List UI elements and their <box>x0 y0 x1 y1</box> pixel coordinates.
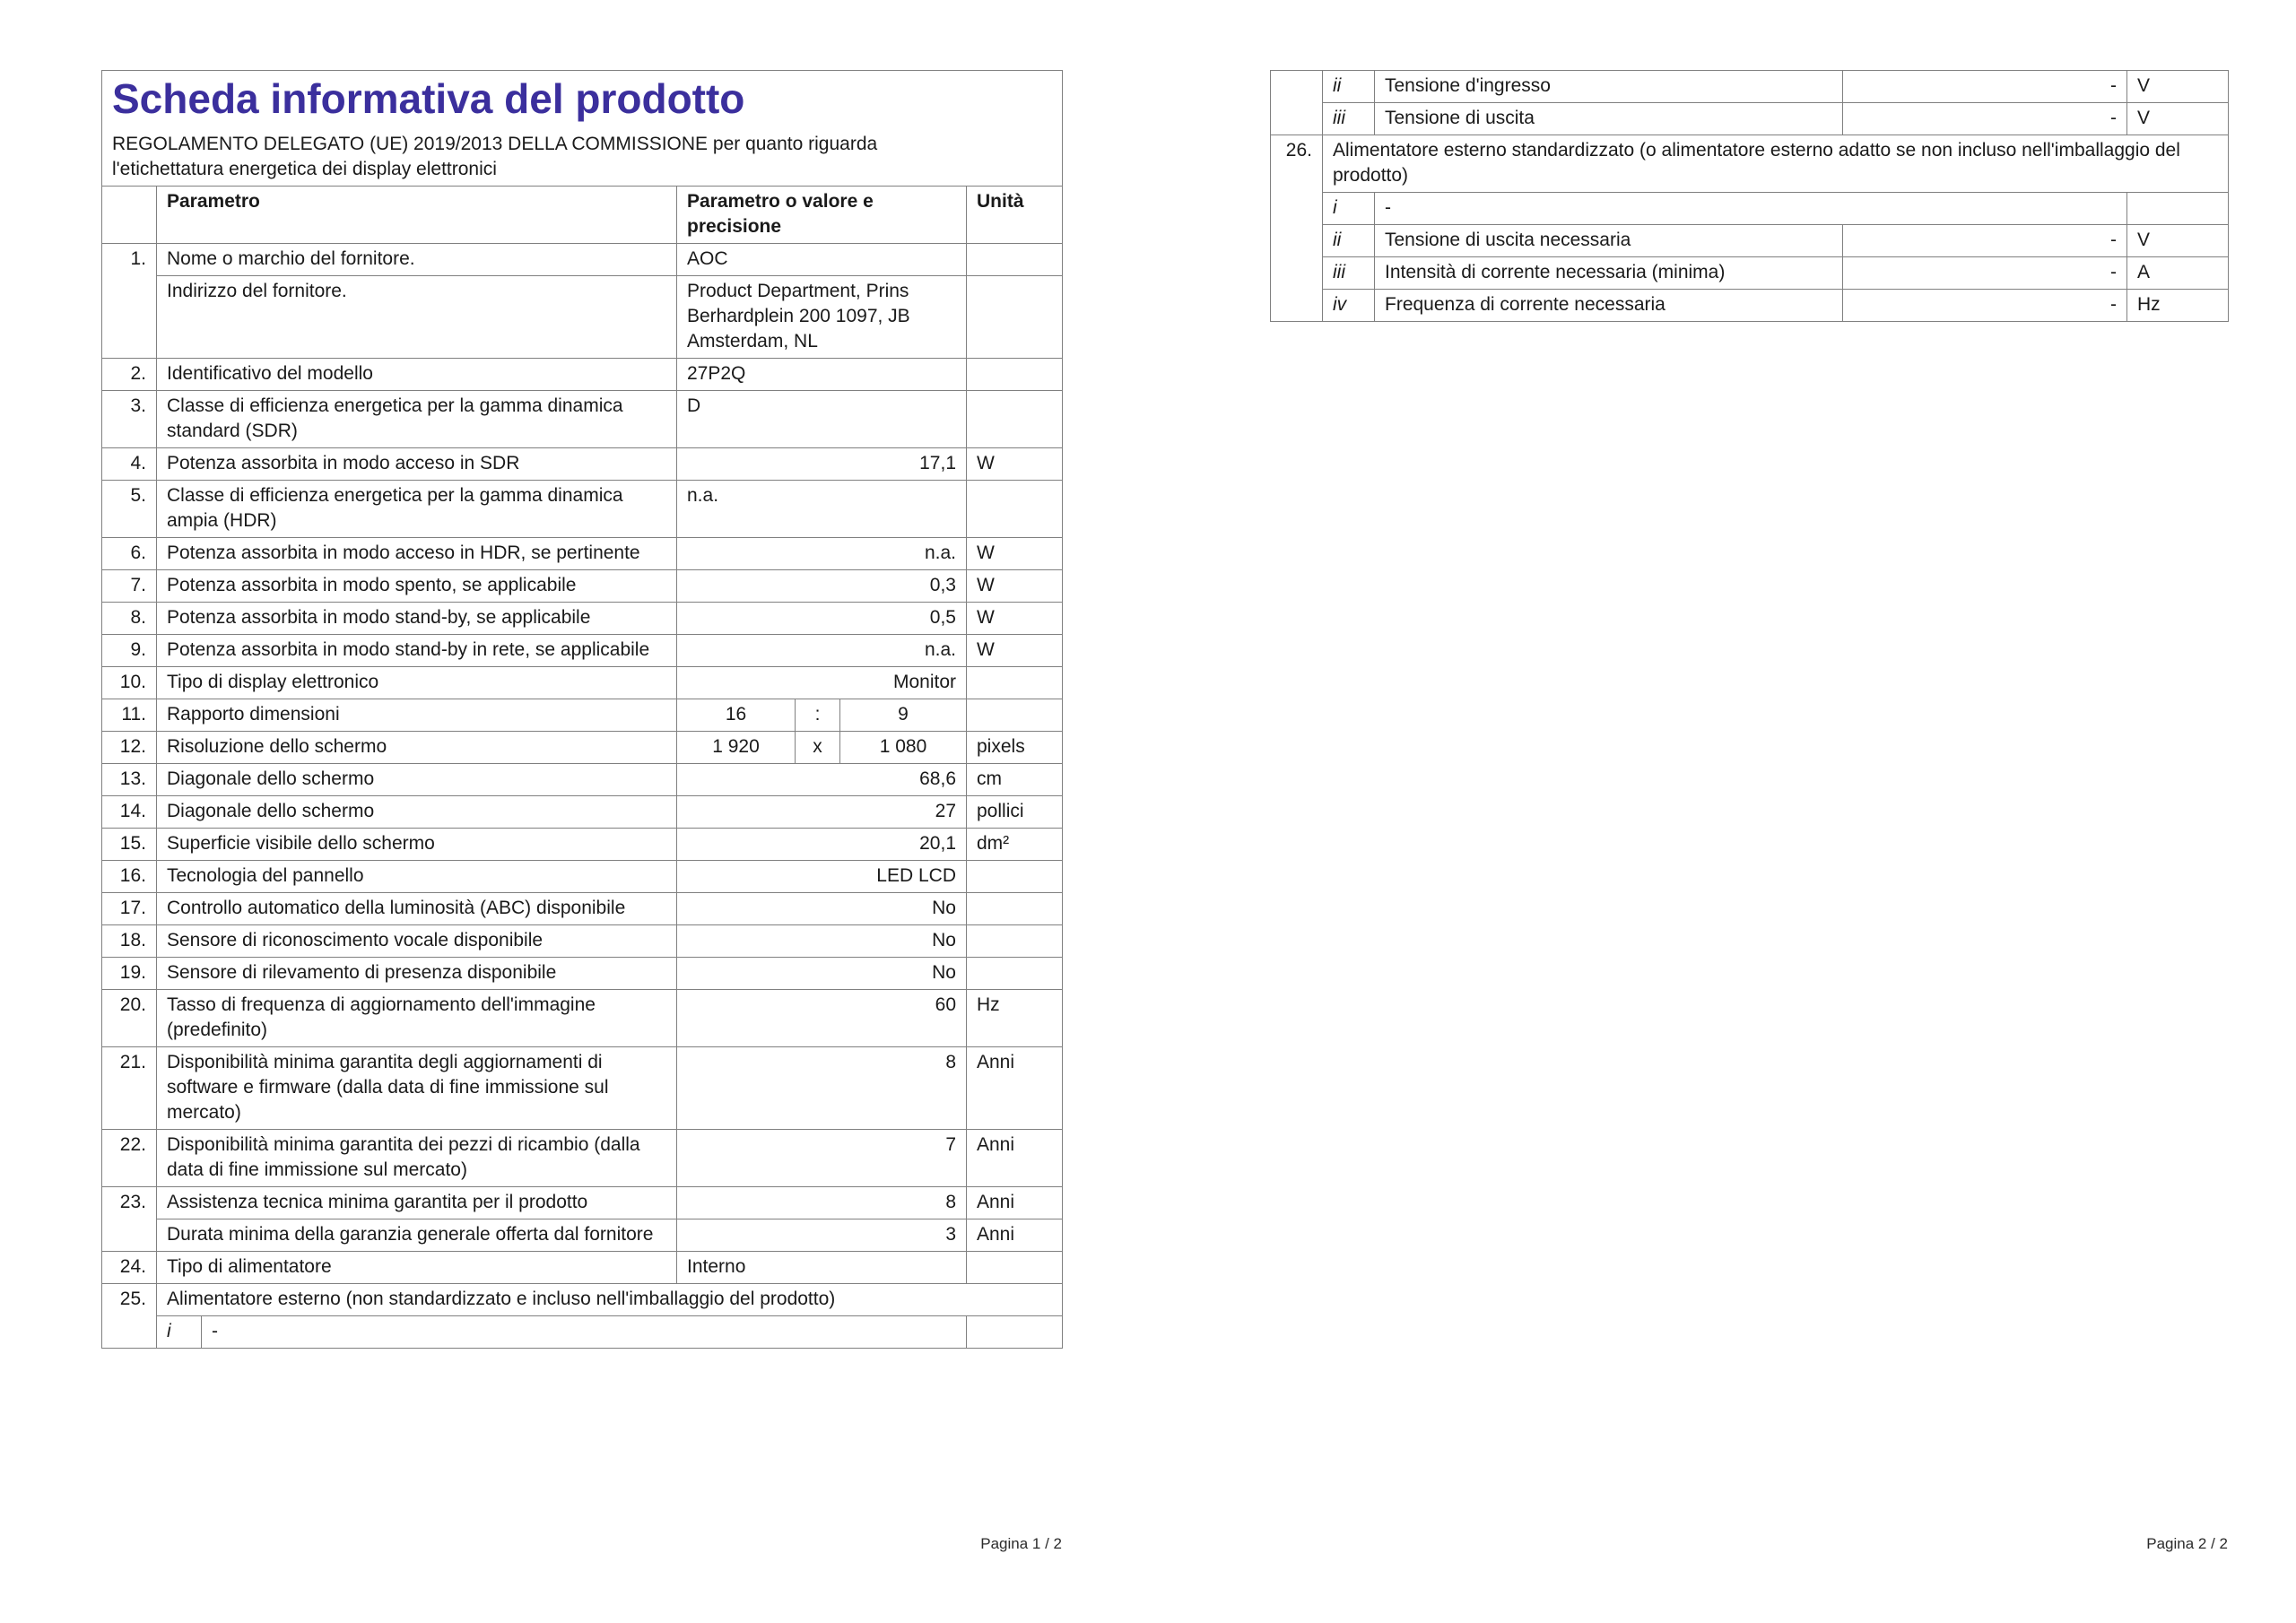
parameter-name-cell: Potenza assorbita in modo spento, se applicabile <box>157 570 677 603</box>
title-cell <box>102 71 1063 187</box>
item-number-cell: 8. <box>102 603 157 635</box>
item-number-cell: 25. <box>102 1284 157 1349</box>
item-number-cell: 1. <box>102 244 157 359</box>
parameter-name-cell: Diagonale dello schermo <box>157 764 677 796</box>
parameter-value-cell: 0,3 <box>677 570 967 603</box>
header-number-cell <box>102 187 157 244</box>
item-number-cell <box>1271 71 1323 135</box>
table-row <box>102 448 1063 481</box>
unit-cell <box>967 861 1063 893</box>
table-row <box>102 699 1063 732</box>
table-row <box>102 1316 1063 1349</box>
parameter-name-cell: Tasso di frequenza di aggiornamento dell'immagine (predefinito) <box>157 990 677 1047</box>
table-row <box>102 538 1063 570</box>
unit-cell: A <box>2127 257 2229 290</box>
unit-cell: W <box>967 538 1063 570</box>
item-number-cell: 17. <box>102 893 157 925</box>
parameter-value-cell: n.a. <box>677 538 967 570</box>
resolution-height-cell: 1 080 <box>840 732 967 764</box>
parameter-value-cell: 27P2Q <box>677 359 967 391</box>
table-row <box>102 1047 1063 1130</box>
page-2 <box>1270 70 2228 1576</box>
item-number-cell: 10. <box>102 667 157 699</box>
parameter-name-cell: Sensore di rilevamento di presenza disponibile <box>157 958 677 990</box>
page-number: Pagina 2 / 2 <box>2146 1535 2228 1552</box>
parameter-value-cell: No <box>677 893 967 925</box>
sub-item-number-cell: ii <box>1323 71 1375 103</box>
parameter-name-cell: Controllo automatico della luminosità (ABC) disponibile <box>157 893 677 925</box>
unit-cell: W <box>967 603 1063 635</box>
parameter-name-cell: Nome o marchio del fornitore. <box>157 244 677 276</box>
unit-cell: Anni <box>967 1187 1063 1219</box>
parameter-value-cell: - <box>1843 103 2127 135</box>
unit-cell: Hz <box>967 990 1063 1047</box>
item-number-cell: 21. <box>102 1047 157 1130</box>
sub-item-number-cell: i <box>157 1316 202 1349</box>
table-row <box>102 1284 1063 1316</box>
resolution-width-cell: 1 920 <box>677 732 796 764</box>
parameter-name-cell: Disponibilità minima garantita degli aggiornamenti di software e firmware (dalla data di fine immissione sul mercato) <box>157 1047 677 1130</box>
unit-cell: Anni <box>967 1130 1063 1187</box>
item-number-cell: 13. <box>102 764 157 796</box>
title-row <box>102 71 1063 187</box>
unit-cell <box>967 359 1063 391</box>
table-row <box>102 1252 1063 1284</box>
item-number-cell: 5. <box>102 481 157 538</box>
regulation-subtitle: REGOLAMENTO DELEGATO (UE) 2019/2013 DELLA COMMISSIONE per quanto riguarda l'etichettatura energetica dei display elettronici <box>112 134 878 179</box>
parameter-name-cell: Durata minima della garanzia generale offerta dal fornitore <box>157 1219 677 1252</box>
parameter-value-cell: - <box>1843 290 2127 322</box>
unit-cell <box>967 1252 1063 1284</box>
parameter-name-cell: Risoluzione dello schermo <box>157 732 677 764</box>
parameter-name-cell: Potenza assorbita in modo acceso in SDR <box>157 448 677 481</box>
unit-cell: V <box>2127 71 2229 103</box>
parameter-name-cell: Tensione di uscita <box>1375 103 1843 135</box>
item-number-cell: 22. <box>102 1130 157 1187</box>
parameter-name-cell: Potenza assorbita in modo stand-by in rete, se applicabile <box>157 635 677 667</box>
item-number-cell: 18. <box>102 925 157 958</box>
table-row <box>102 925 1063 958</box>
table-row <box>102 764 1063 796</box>
parameter-name-cell: Disponibilità minima garantita dei pezzi di ricambio (dalla data di fine immissione sul mercato) <box>157 1130 677 1187</box>
table-row <box>102 244 1063 276</box>
table-row <box>102 1187 1063 1219</box>
sub-item-number-cell: i <box>1323 193 1375 225</box>
table-row <box>1271 103 2229 135</box>
parameter-value-cell: - <box>1843 225 2127 257</box>
table-row <box>1271 193 2229 225</box>
table-row <box>1271 71 2229 103</box>
item-number-cell: 26. <box>1271 135 1323 322</box>
item-number-cell: 12. <box>102 732 157 764</box>
page-1 <box>101 70 1062 1576</box>
unit-cell: W <box>967 570 1063 603</box>
unit-cell: Anni <box>967 1219 1063 1252</box>
table-row <box>102 796 1063 829</box>
parameter-name-cell: Tecnologia del pannello <box>157 861 677 893</box>
section-title-cell: Alimentatore esterno (non standardizzato e incluso nell'imballaggio del prodotto) <box>157 1284 1063 1316</box>
aspect-ratio-width-cell: 16 <box>677 699 796 732</box>
table-row <box>102 1219 1063 1252</box>
parameter-name-cell: Potenza assorbita in modo stand-by, se applicabile <box>157 603 677 635</box>
unit-cell <box>967 699 1063 732</box>
table-row <box>1271 257 2229 290</box>
parameter-value-cell: 7 <box>677 1130 967 1187</box>
parameter-value-cell: 8 <box>677 1187 967 1219</box>
unit-cell <box>967 276 1063 359</box>
parameter-name-cell: Indirizzo del fornitore. <box>157 276 677 359</box>
unit-cell: dm² <box>967 829 1063 861</box>
item-number-cell: 20. <box>102 990 157 1047</box>
unit-cell: V <box>2127 103 2229 135</box>
table-row <box>102 391 1063 448</box>
parameter-value-cell: 60 <box>677 990 967 1047</box>
parameter-name-cell: Classe di efficienza energetica per la gamma dinamica standard (SDR) <box>157 391 677 448</box>
parameter-value-cell: - <box>1843 71 2127 103</box>
aspect-ratio-separator-cell: : <box>796 699 840 732</box>
table-row <box>102 990 1063 1047</box>
item-number-cell: 4. <box>102 448 157 481</box>
table-row <box>102 958 1063 990</box>
unit-cell: W <box>967 635 1063 667</box>
parameter-value-cell: 20,1 <box>677 829 967 861</box>
parameter-value-cell: 17,1 <box>677 448 967 481</box>
unit-cell <box>2127 193 2229 225</box>
table-row <box>1271 290 2229 322</box>
table-row <box>102 732 1063 764</box>
parameter-value-cell: D <box>677 391 967 448</box>
unit-cell <box>967 244 1063 276</box>
parameter-value-cell: 3 <box>677 1219 967 1252</box>
parameter-value-cell: 0,5 <box>677 603 967 635</box>
table-row <box>102 1130 1063 1187</box>
header-unit-cell: Unità <box>967 187 1063 244</box>
parameter-value-cell: No <box>677 925 967 958</box>
parameter-name-cell: Tensione di uscita necessaria <box>1375 225 1843 257</box>
product-fiche-table-page2 <box>1270 70 2229 322</box>
sub-item-number-cell: iv <box>1323 290 1375 322</box>
sub-item-number-cell: ii <box>1323 225 1375 257</box>
item-number-cell: 9. <box>102 635 157 667</box>
table-row <box>102 667 1063 699</box>
parameter-name-cell: Assistenza tecnica minima garantita per il prodotto <box>157 1187 677 1219</box>
parameter-name-cell: Intensità di corrente necessaria (minima) <box>1375 257 1843 290</box>
parameter-value-cell: - <box>202 1316 967 1349</box>
parameter-value-cell: Product Department, Prins Berhardplein 200 1097, JB Amsterdam, NL <box>677 276 967 359</box>
page-number: Pagina 1 / 2 <box>980 1535 1062 1552</box>
parameter-value-cell: AOC <box>677 244 967 276</box>
parameter-value-cell: n.a. <box>677 481 967 538</box>
parameter-name-cell: Identificativo del modello <box>157 359 677 391</box>
parameter-name-cell: Tensione d'ingresso <box>1375 71 1843 103</box>
unit-cell: V <box>2127 225 2229 257</box>
section-title-cell: Alimentatore esterno standardizzato (o alimentatore esterno adatto se non incluso nell'imballaggio del prodotto) <box>1323 135 2229 193</box>
item-number-cell: 6. <box>102 538 157 570</box>
unit-cell: Anni <box>967 1047 1063 1130</box>
table-header-row <box>102 187 1063 244</box>
sub-item-number-cell: iii <box>1323 103 1375 135</box>
table-row <box>102 829 1063 861</box>
unit-cell: pollici <box>967 796 1063 829</box>
item-number-cell: 24. <box>102 1252 157 1284</box>
unit-cell <box>967 893 1063 925</box>
table-row <box>102 570 1063 603</box>
parameter-name-cell: Frequenza di corrente necessaria <box>1375 290 1843 322</box>
parameter-name-cell: Classe di efficienza energetica per la gamma dinamica ampia (HDR) <box>157 481 677 538</box>
table-row <box>102 481 1063 538</box>
unit-cell: Hz <box>2127 290 2229 322</box>
parameter-name-cell: Tipo di alimentatore <box>157 1252 677 1284</box>
parameter-value-cell: No <box>677 958 967 990</box>
parameter-name-cell: Tipo di display elettronico <box>157 667 677 699</box>
table-row <box>1271 135 2229 193</box>
parameter-value-cell: 68,6 <box>677 764 967 796</box>
table-row <box>102 276 1063 359</box>
item-number-cell: 11. <box>102 699 157 732</box>
parameter-name-cell: Diagonale dello schermo <box>157 796 677 829</box>
document-title: Scheda informativa del prodotto <box>112 75 745 122</box>
table-row <box>102 359 1063 391</box>
table-row <box>102 603 1063 635</box>
header-parametro-cell: Parametro <box>157 187 677 244</box>
table-row <box>102 635 1063 667</box>
unit-cell <box>967 958 1063 990</box>
parameter-value-cell: - <box>1843 257 2127 290</box>
parameter-name-cell: Rapporto dimensioni <box>157 699 677 732</box>
unit-cell: cm <box>967 764 1063 796</box>
unit-cell: pixels <box>967 732 1063 764</box>
item-number-cell: 19. <box>102 958 157 990</box>
product-fiche-table-page1 <box>101 70 1063 1349</box>
parameter-name-cell: Superficie visibile dello schermo <box>157 829 677 861</box>
item-number-cell: 2. <box>102 359 157 391</box>
parameter-name-cell: Potenza assorbita in modo acceso in HDR, se pertinente <box>157 538 677 570</box>
table-row <box>1271 225 2229 257</box>
item-number-cell: 16. <box>102 861 157 893</box>
item-number-cell: 3. <box>102 391 157 448</box>
item-number-cell: 15. <box>102 829 157 861</box>
unit-cell <box>967 667 1063 699</box>
unit-cell <box>967 481 1063 538</box>
unit-cell <box>967 925 1063 958</box>
aspect-ratio-height-cell: 9 <box>840 699 967 732</box>
parameter-value-cell: - <box>1375 193 2127 225</box>
item-number-cell: 23. <box>102 1187 157 1252</box>
parameter-value-cell: 8 <box>677 1047 967 1130</box>
sub-item-number-cell: iii <box>1323 257 1375 290</box>
item-number-cell: 14. <box>102 796 157 829</box>
parameter-value-cell: n.a. <box>677 635 967 667</box>
item-number-cell: 7. <box>102 570 157 603</box>
unit-cell: W <box>967 448 1063 481</box>
table-row <box>102 893 1063 925</box>
resolution-separator-cell: x <box>796 732 840 764</box>
parameter-value-cell: 27 <box>677 796 967 829</box>
table-row <box>102 861 1063 893</box>
parameter-value-cell: Monitor <box>677 667 967 699</box>
parameter-name-cell: Sensore di riconoscimento vocale disponibile <box>157 925 677 958</box>
header-value-cell: Parametro o valore e precisione <box>677 187 967 244</box>
unit-cell <box>967 391 1063 448</box>
parameter-value-cell: Interno <box>677 1252 967 1284</box>
unit-cell <box>967 1316 1063 1349</box>
parameter-value-cell: LED LCD <box>677 861 967 893</box>
